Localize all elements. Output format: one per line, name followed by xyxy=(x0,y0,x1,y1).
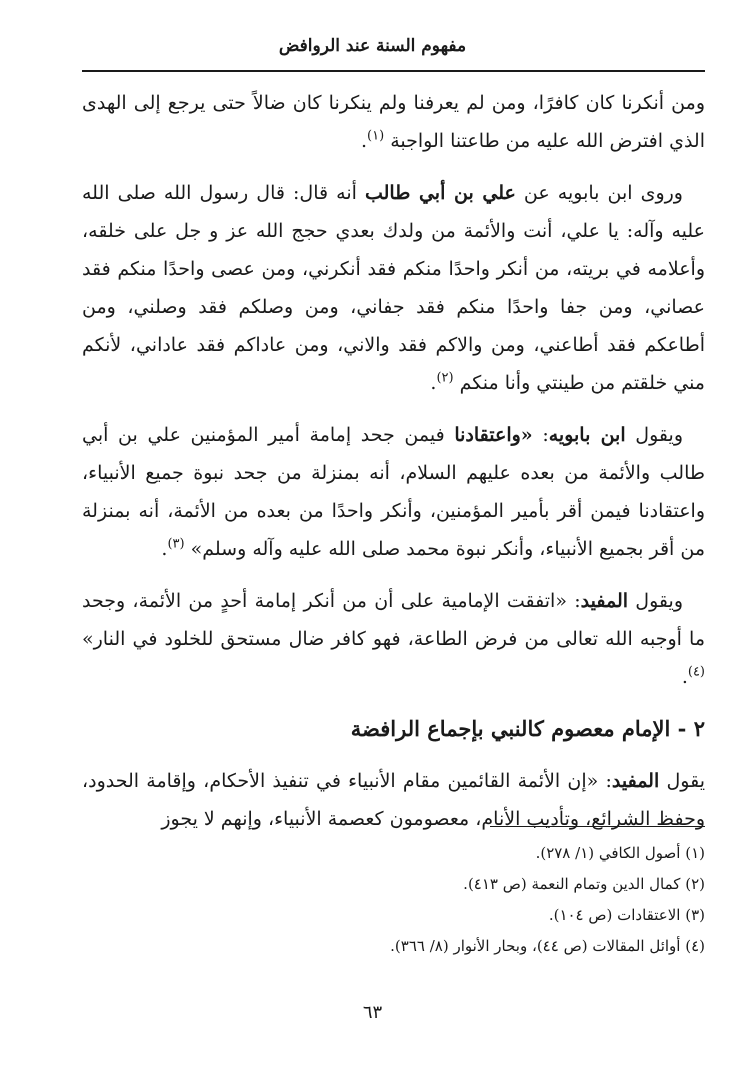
paragraph-5-text: : «إن الأئمة القائمين مقام الأنبياء في تنفيذ الأحكام، وإقامة الحدود، وحفظ الشرائع، وتأديب الأنام، معصومون كعصمة الأنبياء، وإنهم لا يجوز xyxy=(82,770,705,830)
footnotes xyxy=(82,838,705,962)
paragraph-5-pre: يقول xyxy=(666,770,705,792)
name-al-mufid: المفيد xyxy=(580,590,629,612)
footnote-3: (٣) الاعتقادات (ص ١٠٤). xyxy=(548,906,705,924)
header-divider xyxy=(82,70,705,72)
main-text xyxy=(82,84,705,852)
footnote-divider xyxy=(490,826,705,827)
paragraph-2-end: . xyxy=(430,372,437,394)
paragraph-3-end: . xyxy=(161,538,168,560)
section-heading: ٢ - الإمام معصوم كالنبي بإجماع الرافضة xyxy=(350,716,705,741)
paragraph-4-end: . xyxy=(681,666,688,688)
name-al-mufid-2: المفيد xyxy=(611,770,660,792)
name-ali-bin-abi-talib: علي بن أبي طالب xyxy=(364,182,516,204)
footnote-ref-2[interactable]: (٢) xyxy=(436,370,454,386)
paragraph-2-pre: وروى ابن بابويه عن xyxy=(523,182,683,204)
paragraph-2 xyxy=(82,174,705,402)
paragraph-3-pre: ويقول xyxy=(635,424,683,446)
running-header: مفهوم السنة عند الروافض xyxy=(278,36,467,56)
paragraph-3-text: فيمن جحد إمامة أمير المؤمنين علي بن أبي طالب والأئمة من بعده عليهم السلام، أنه بمنزلة من جحد نبوة جميع الأنبياء، واعتقادنا فيمن أقر بأمير المؤمنين، وأنكر واحدًا من بعده من الأئمة، أنه بمنزلة من أقر بجميع الأنبياء، وأنكر نبوة محمد صلى الله عليه وآله وسلم» xyxy=(82,424,705,560)
page-number: ٦٣ xyxy=(362,1002,383,1023)
paragraph-1-text: ومن أنكرنا كان كافرًا، ومن لم يعرفنا ولم ينكرنا كان ضالاً حتى يرجع إلى الهدى الذي افترض الله عليه من طاعتنا الواجبة xyxy=(82,92,705,152)
paragraph-3 xyxy=(82,416,705,568)
paragraph-3-quote-start: «واعتقادنا xyxy=(454,424,533,446)
footnote-2: (٢) كمال الدين وتمام النعمة (ص ٤١٣). xyxy=(463,875,705,893)
paragraph-2-text: أنه قال: قال رسول الله صلى الله عليه وآله: يا علي، أنت والأئمة من ولدك بعدي حجج الله عز و جل على خلقه، وأعلامه في بريته، من أنكر واحدًا منكم فقد أنكرني، ومن عصى واحدًا منكم فقد عصاني، ومن جفا واحدًا منكم فقد جفاني، ومن وصلكم فقد وصلني، ومن أطاعكم فقد أطاعني، ومن والاكم فقد والاني، ومن عاداكم فقد عاداني، لأنكم مني خلقتم من طينتي وأنا منكم xyxy=(82,182,705,394)
name-ibn-babawayh: ابن بابويه xyxy=(548,424,626,446)
paragraph-3-colon: : xyxy=(542,424,549,446)
footnote-ref-4[interactable]: (٤) xyxy=(687,664,705,680)
paragraph-4 xyxy=(82,582,705,696)
footnote-ref-1[interactable]: (١) xyxy=(367,128,385,144)
footnote-1: (١) أصول الكافي (١/ ٢٧٨). xyxy=(535,844,705,862)
paragraph-4-pre: ويقول xyxy=(635,590,683,612)
paragraph-1-end: . xyxy=(361,130,368,152)
paragraph-1 xyxy=(82,84,705,160)
paragraph-4-text: : «اتفقت الإمامية على أن من أنكر إمامة أحدٍ من الأئمة، وجحد ما أوجبه الله تعالى من فرض الطاعة، فهو كافر ضال مستحق للخلود في النار» xyxy=(82,590,705,650)
footnote-ref-3[interactable]: (٣) xyxy=(167,536,185,552)
footnote-4: (٤) أوائل المقالات (ص ٤٤)، وبحار الأنوار (٨/ ٣٦٦). xyxy=(390,937,705,955)
